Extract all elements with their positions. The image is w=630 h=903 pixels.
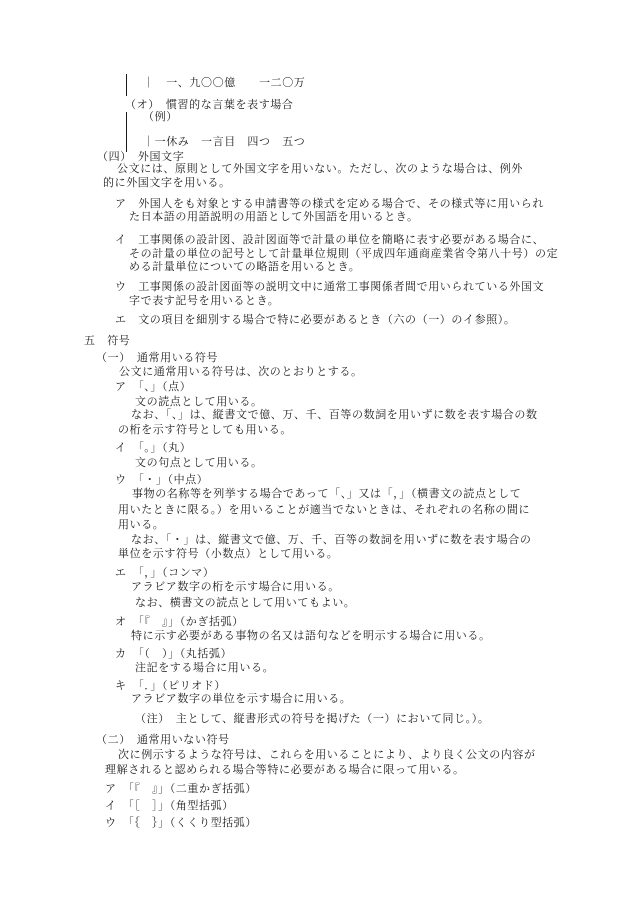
bracket-line xyxy=(126,112,127,140)
text-line: 特に示す必要がある事物の名又は語句などを明示する場合に用いる。 xyxy=(131,629,491,642)
list-item: カ 「（ ）」（丸括弧） xyxy=(115,647,233,660)
text-line: 文の読点として用いる。 xyxy=(135,395,263,408)
bracket-line xyxy=(126,74,127,96)
text-line: アラビア数字の単位を示す場合に用いる。 xyxy=(131,692,352,705)
section-heading: （四） 外国文字 xyxy=(97,150,185,163)
list-item: イ 工事関係の設計図、設計図面等で計量の単位を簡略に表す必要がある場合に、 xyxy=(115,233,545,246)
text-line: 理解されると認められる場合等特に必要がある場合に限って用いる。 xyxy=(105,763,465,776)
list-item: エ 「，」（コンマ） xyxy=(115,566,215,579)
text-line: 文の句点として用いる。 xyxy=(135,456,263,469)
text-line: 字で表す記号を用いるとき。 xyxy=(129,294,280,307)
text-line: なお、「・」は、縦書文で億、万、千、百等の数詞を用いずに数を表す場合の xyxy=(131,533,532,546)
text-line: 事物の名称等を列挙する場合であって「、」又は「，」（横書文の読点として xyxy=(132,487,522,500)
text-line: その計量の単位の記号として計量単位規則（平成四年通商産業省令第八十号）の定 xyxy=(129,247,559,260)
list-item: ア 「、」（点） xyxy=(115,380,192,393)
note: （注） 主として、縦書形式の符号を掲げた（一）において同じ。）。 xyxy=(135,712,490,725)
subheading: （オ） 慣習的な言葉を表す場合 xyxy=(125,98,294,111)
list-item: キ 「．」（ピリオド） xyxy=(115,679,226,692)
list-item: イ 「。」（丸） xyxy=(115,441,192,454)
text-line: 用いる。 xyxy=(118,518,165,531)
list-item: エ 文の項目を細別する場合で特に必要があるとき（六の（一）のイ参照）。 xyxy=(115,313,516,326)
subheading: （二） 通常用いない符号 xyxy=(96,733,230,746)
subheading: （一） 通常用いる符号 xyxy=(96,351,219,364)
text-line: ｜一休み 一言目 四つ 五つ xyxy=(143,135,306,148)
text-line: た日本語の用語説明の用語として外国語を用いるとき。 xyxy=(129,210,419,223)
list-item: イ 「［ ］」（角型括弧） xyxy=(105,799,234,812)
list-item: ウ 工事関係の設計図面等の説明文中に通常工事関係者間で用いられている外国文 xyxy=(115,280,545,293)
text-line: 公文には、原則として外国文字を用いない。ただし、次のような場合は、例外 xyxy=(117,162,523,175)
list-item: オ 「『 』」（かぎ括弧） xyxy=(115,615,244,628)
section-heading: 五 符号 xyxy=(84,334,131,347)
text-line: 単位を示す符号（小数点）として用いる。 xyxy=(118,547,339,560)
text-line: 公文に通常用いる符号は、次のとおりとする。 xyxy=(119,365,363,378)
list-item: ア 外国人をも対象とする申請書等の様式を定める場合で、その様式等に用いられ xyxy=(115,197,544,210)
text-line: ｜ 一、九〇〇億 一二〇万 xyxy=(143,76,306,89)
text-line: の桁を示す符号としても用いる。 xyxy=(118,423,292,436)
text-line: 次に例示するような符号は、これらを用いることにより、より良く公文の内容が xyxy=(118,748,536,761)
text-line: 的に外国文字を用いる。 xyxy=(103,176,231,189)
text-line: なお、横書文の読点として用いてもよい。 xyxy=(135,596,356,609)
text-line: 用いたときに限る。）を用いることが適当でないときは、それぞれの名称の間に xyxy=(118,503,531,516)
text-line: める計量単位についての略語を用いるとき。 xyxy=(129,260,361,273)
list-item: ア 「『 』」（二重かぎ括弧） xyxy=(105,782,257,795)
text-line: 注記をする場合に用いる。 xyxy=(135,661,275,674)
text-line: （例） xyxy=(143,110,178,123)
text-line: なお、「、」は、縦書文で億、万、千、百等の数詞を用いずに数を表す場合の数 xyxy=(131,408,538,421)
list-item: ウ 「・」（中点） xyxy=(115,473,209,486)
list-item: ウ 「｛ ｝」（くくり型括弧） xyxy=(105,816,257,829)
text-line: アラビア数字の桁を示す場合に用いる。 xyxy=(131,580,340,593)
